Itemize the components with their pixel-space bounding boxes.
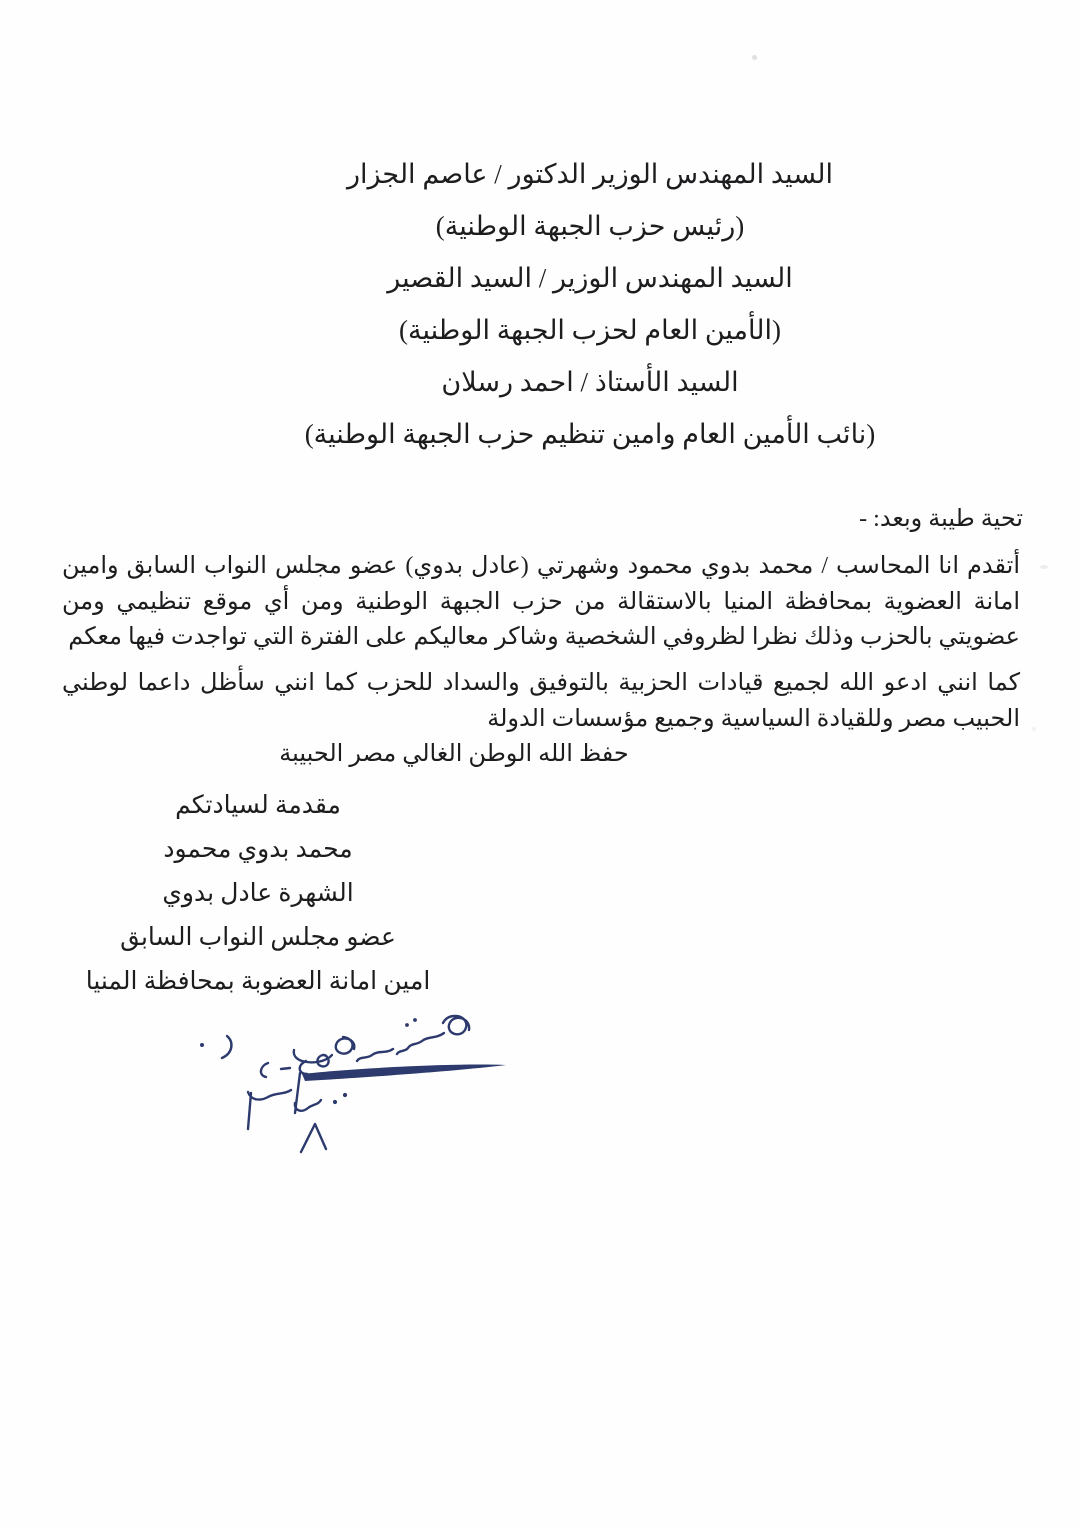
- recipient-name-3: السيد الأستاذ / احمد رسلان: [441, 367, 739, 397]
- scan-speck: [1040, 565, 1048, 569]
- signature-line-role: عضو مجلس النواب السابق: [120, 924, 396, 951]
- signature-block: [62, 784, 454, 1004]
- recipient-title-3: (نائب الأمين العام وامين تنظيم حزب الجبهة الوطنية): [304, 419, 876, 449]
- closing-prayer-text: حفظ الله الوطن الغالي مصر الحبيبة: [279, 741, 629, 767]
- signature-line-name: محمد بدوي محمود: [163, 836, 353, 863]
- recipient-title-1: (رئيس حزب الجبهة الوطنية): [435, 211, 745, 241]
- recipient-name-1: السيد المهندس الوزير الدكتور / عاصم الجزار: [346, 159, 834, 189]
- recipient-name-2: السيد المهندس الوزير / السيد القصير: [387, 263, 793, 293]
- recipients-block: [150, 148, 1030, 460]
- signature-line-alias: الشهرة عادل بدوي: [162, 880, 354, 907]
- signature-line-position: امين امانة العضوبة بمحافظة المنيا: [85, 968, 431, 995]
- recipient-title-2: (الأمين العام لحزب الجبهة الوطنية): [399, 315, 781, 345]
- body-paragraph-2: كما انني ادعو الله لجميع قيادات الحزبية بالتوفيق والسداد للحزب كما انني سأظل داعما لوطني الحبيب مصر وللقيادة السياسية وجميع مؤسسات الدولة: [62, 670, 1020, 732]
- handwritten-signature: [172, 1003, 556, 1161]
- scan-speck: [752, 55, 757, 60]
- scan-speck: [1032, 727, 1036, 731]
- signature-ink: [200, 1016, 506, 1152]
- salutation: تحية طيبة وبعد: -: [859, 506, 1023, 532]
- signature-line-presented: مقدمة لسيادتكم: [175, 792, 341, 819]
- closing-prayer: [60, 739, 1020, 768]
- body-paragraph-1: أتقدم انا المحاسب / محمد بدوي محمود وشهرتي (عادل بدوي) عضو مجلس النواب السابق وامين امانة العضوية بمحافظة المنيا بالاستقالة من حزب الجبهة الوطنية ومن أي موقع تنظيمي ومن عضويتي بالحزب وذلك نظرا لظروفي الشخصية وشاكر معاليكم على الفترة التي تواجدت فيها معكم: [62, 553, 1020, 650]
